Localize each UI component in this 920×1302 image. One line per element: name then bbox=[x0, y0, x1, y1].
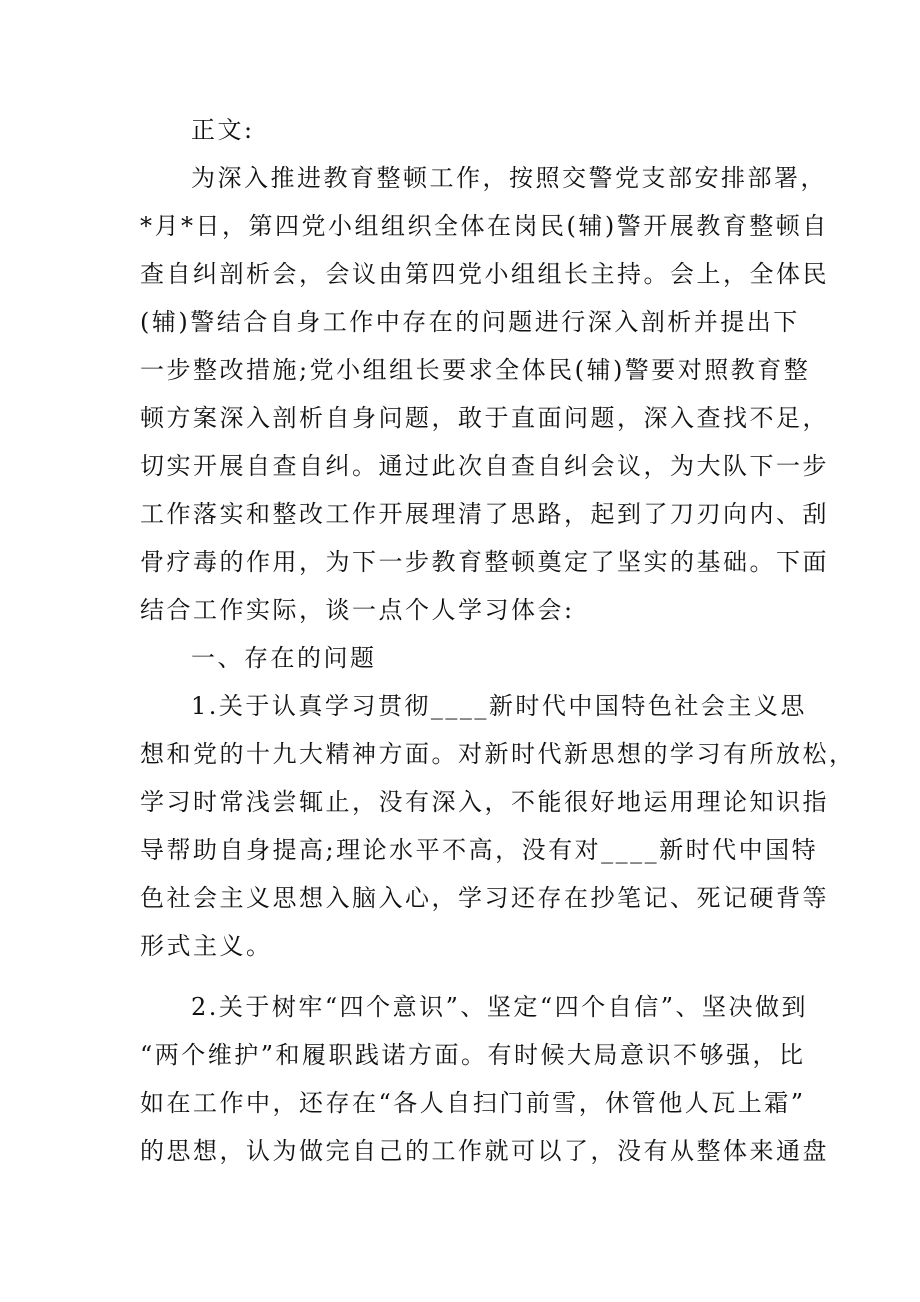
paragraph-1-line-9: 骨疗毒的作用，为下一步教育整顿奠定了坚实的基础。下面 bbox=[140, 548, 829, 576]
item-2-line-4: 的思想，认为做完自己的工作就可以了，没有从整体来通盘 bbox=[140, 1137, 829, 1165]
item-2-line-1: 2.关于树牢“四个意识”、坚定“四个自信”、坚决做到 bbox=[191, 993, 808, 1021]
document-body bbox=[140, 106, 856, 1175]
heading-zhengwen: 正文: bbox=[191, 116, 255, 144]
paragraph-1-line-6: 顿方案深入剖析自身问题，敢于直面问题，深入查找不足， bbox=[140, 404, 829, 432]
paragraph-1-line-5: 一步整改措施;党小组组长要求全体民(辅)警要对照教育整 bbox=[140, 356, 811, 384]
item-2-line-3: 如在工作中，还存在“各人自扫门前雪，休管他人瓦上霜” bbox=[140, 1089, 806, 1117]
item-1-line-2: 想和党的十九大精神方面。对新时代新思想的学习有所放松， bbox=[140, 740, 856, 768]
paragraph-1-line-4: (辅)警结合自身工作中存在的问题进行深入剖析并提出下 bbox=[140, 308, 800, 336]
paragraph-1-line-8: 工作落实和整改工作开展理清了思路，起到了刀刃向内、刮 bbox=[140, 500, 829, 528]
paragraph-1-line-10: 结合工作实际，谈一点个人学习体会: bbox=[140, 596, 575, 624]
paragraph-1-line-2: *月*日，第四党小组组织全体在岗民(辅)警开展教育整顿自 bbox=[140, 212, 829, 240]
item-1-line-3: 学习时常浅尝辄止，没有深入，不能很好地运用理论知识指 bbox=[140, 788, 829, 816]
item-1-line-1: 1.关于认真学习贯彻____新时代中国特色社会主义思 bbox=[191, 692, 807, 720]
paragraph-1-line-3: 查自纠剖析会，会议由第四党小组组长主持。会上，全体民 bbox=[140, 260, 829, 288]
paragraph-gap bbox=[140, 970, 782, 983]
item-2-line-2: “两个维护”和履职践诺方面。有时候大局意识不够强，比 bbox=[140, 1041, 806, 1069]
paragraph-1-line-1: 为深入推进教育整顿工作，按照交警党支部安排部署， bbox=[191, 164, 827, 192]
item-1-line-5: 色社会主义思想入脑入心，学习还存在抄笔记、死记硬背等 bbox=[140, 884, 829, 912]
item-1-line-4: 导帮助自身提高;理论水平不高，没有对____新时代中国特 bbox=[140, 836, 819, 864]
item-1-line-6: 形式主义。 bbox=[140, 932, 273, 960]
paragraph-1-line-7: 切实开展自查自纠。通过此次自查自纠会议，为大队下一步 bbox=[140, 452, 829, 480]
section-heading-problems: 一、存在的问题 bbox=[191, 644, 377, 672]
